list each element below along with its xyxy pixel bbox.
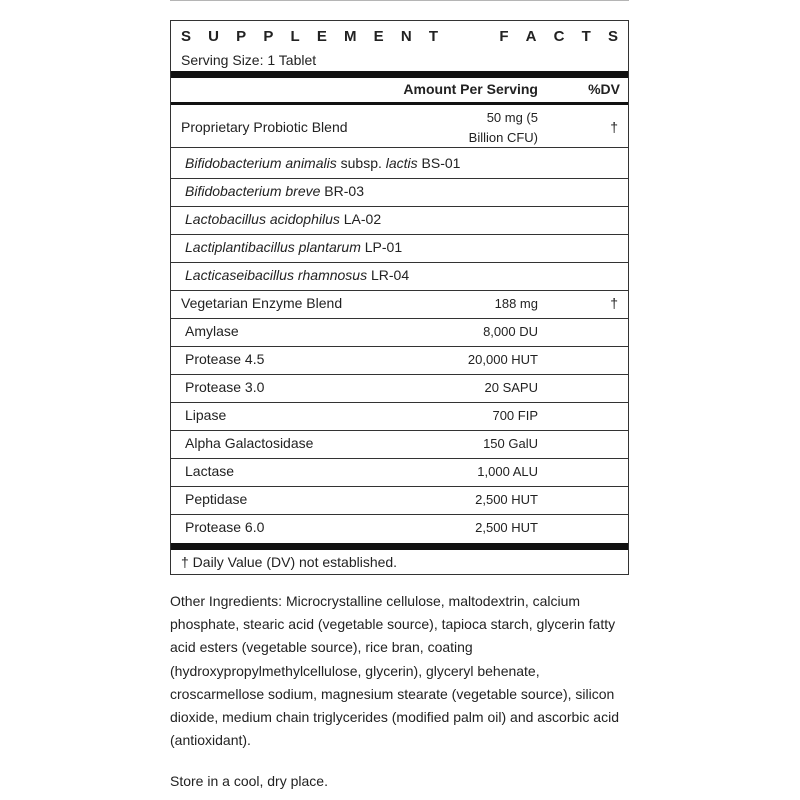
enzyme-blend-row <box>171 291 628 319</box>
column-header <box>171 78 628 102</box>
enzyme-row <box>171 375 628 403</box>
strain-name: Lactobacillus acidophilus LA-02 <box>185 211 382 227</box>
enzyme-row <box>171 347 628 375</box>
strain-row <box>171 151 628 179</box>
dv-mark: † <box>610 119 618 135</box>
strain-row <box>171 235 628 263</box>
other-ingredients: Other Ingredients: Microcrystalline cellulose, maltodextrin, calcium phosphate, stearic acid (vegetable source), tapioca starch, glycerin fatty acid esters (vegetable source), rice bran, coating (hydroxypropylmethylcellulose, glycerin), glyceryl behenate, croscarmellose sodium, magnesium stearate (vegetable source), silicon dioxide, medium chain triglycerides (modified palm oil) and ascorbic acid (antioxidant). <box>170 593 619 749</box>
title-space <box>455 28 483 45</box>
serving-size: Serving Size: 1 Tablet <box>181 52 317 68</box>
enzyme-row <box>171 431 628 459</box>
strain-row <box>171 207 628 235</box>
amount-header: Amount Per Serving <box>403 81 538 97</box>
enzyme-name: Protease 4.5 <box>185 351 265 367</box>
enzyme-row <box>171 319 628 347</box>
enzyme-row <box>171 487 628 515</box>
dv-footnote: † Daily Value (DV) not established. <box>181 554 398 570</box>
enzyme-name: Lactase <box>185 463 235 479</box>
title-letter: M <box>344 28 358 45</box>
enzyme-amount: 8,000 DU <box>483 324 538 339</box>
title-letter: T <box>581 28 592 45</box>
title-letter: C <box>553 28 566 45</box>
enzyme-amount: 700 FIP <box>492 408 538 423</box>
enzyme-row <box>171 459 628 487</box>
title-letter: P <box>236 28 248 45</box>
row-name: Vegetarian Enzyme Blend <box>181 295 343 311</box>
enzyme-name: Amylase <box>185 323 239 339</box>
enzyme-row <box>171 403 628 431</box>
row-amount: 188 mg <box>494 296 538 311</box>
enzyme-name: Lipase <box>185 407 227 423</box>
enzyme-amount: 2,500 HUT <box>475 520 538 535</box>
enzyme-amount: 150 GalU <box>483 436 538 451</box>
row-name: Proprietary Probiotic Blend <box>181 119 348 135</box>
enzyme-amount: 20,000 HUT <box>467 352 538 367</box>
strain-row <box>171 179 628 207</box>
dv-mark: † <box>610 295 618 311</box>
thick-divider <box>171 71 628 78</box>
strain-name: Bifidobacterium animalis subsp. lactis BS-01 <box>185 155 461 171</box>
title-letter: A <box>525 28 538 45</box>
dv-header: %DV <box>588 81 620 97</box>
panel-title <box>181 28 619 45</box>
title-letter: E <box>373 28 385 45</box>
supplement-facts-panel <box>170 20 629 575</box>
thick-divider <box>171 543 628 550</box>
title-letter: L <box>290 28 301 45</box>
enzyme-amount: 1,000 ALU <box>477 464 538 479</box>
strain-row <box>171 263 628 291</box>
title-letter: T <box>428 28 440 45</box>
enzyme-name: Protease 3.0 <box>185 379 265 395</box>
title-letter: N <box>400 28 413 45</box>
title-letter: P <box>263 28 275 45</box>
title-letter: S <box>181 28 193 45</box>
title-letter: U <box>208 28 221 45</box>
enzyme-name: Protease 6.0 <box>185 519 265 535</box>
storage-instructions: Store in a cool, dry place. <box>170 773 328 789</box>
row-amount: 50 mg (5 Billion CFU) <box>468 110 538 145</box>
strain-name: Lacticaseibacillus rhamnosus LR-04 <box>185 267 410 283</box>
enzyme-amount: 20 SAPU <box>484 380 538 395</box>
enzyme-row <box>171 515 628 542</box>
title-letter: E <box>316 28 328 45</box>
probiotic-blend-row <box>171 105 628 148</box>
enzyme-amount: 2,500 HUT <box>475 492 538 507</box>
title-letter: S <box>607 28 619 45</box>
title-letter: F <box>499 28 510 45</box>
strain-name: Bifidobacterium breve BR-03 <box>185 183 364 199</box>
strain-name: Lactiplantibacillus plantarum LP-01 <box>185 239 403 255</box>
enzyme-name: Alpha Galactosidase <box>185 435 314 451</box>
enzyme-name: Peptidase <box>185 491 248 507</box>
top-divider <box>170 0 629 1</box>
